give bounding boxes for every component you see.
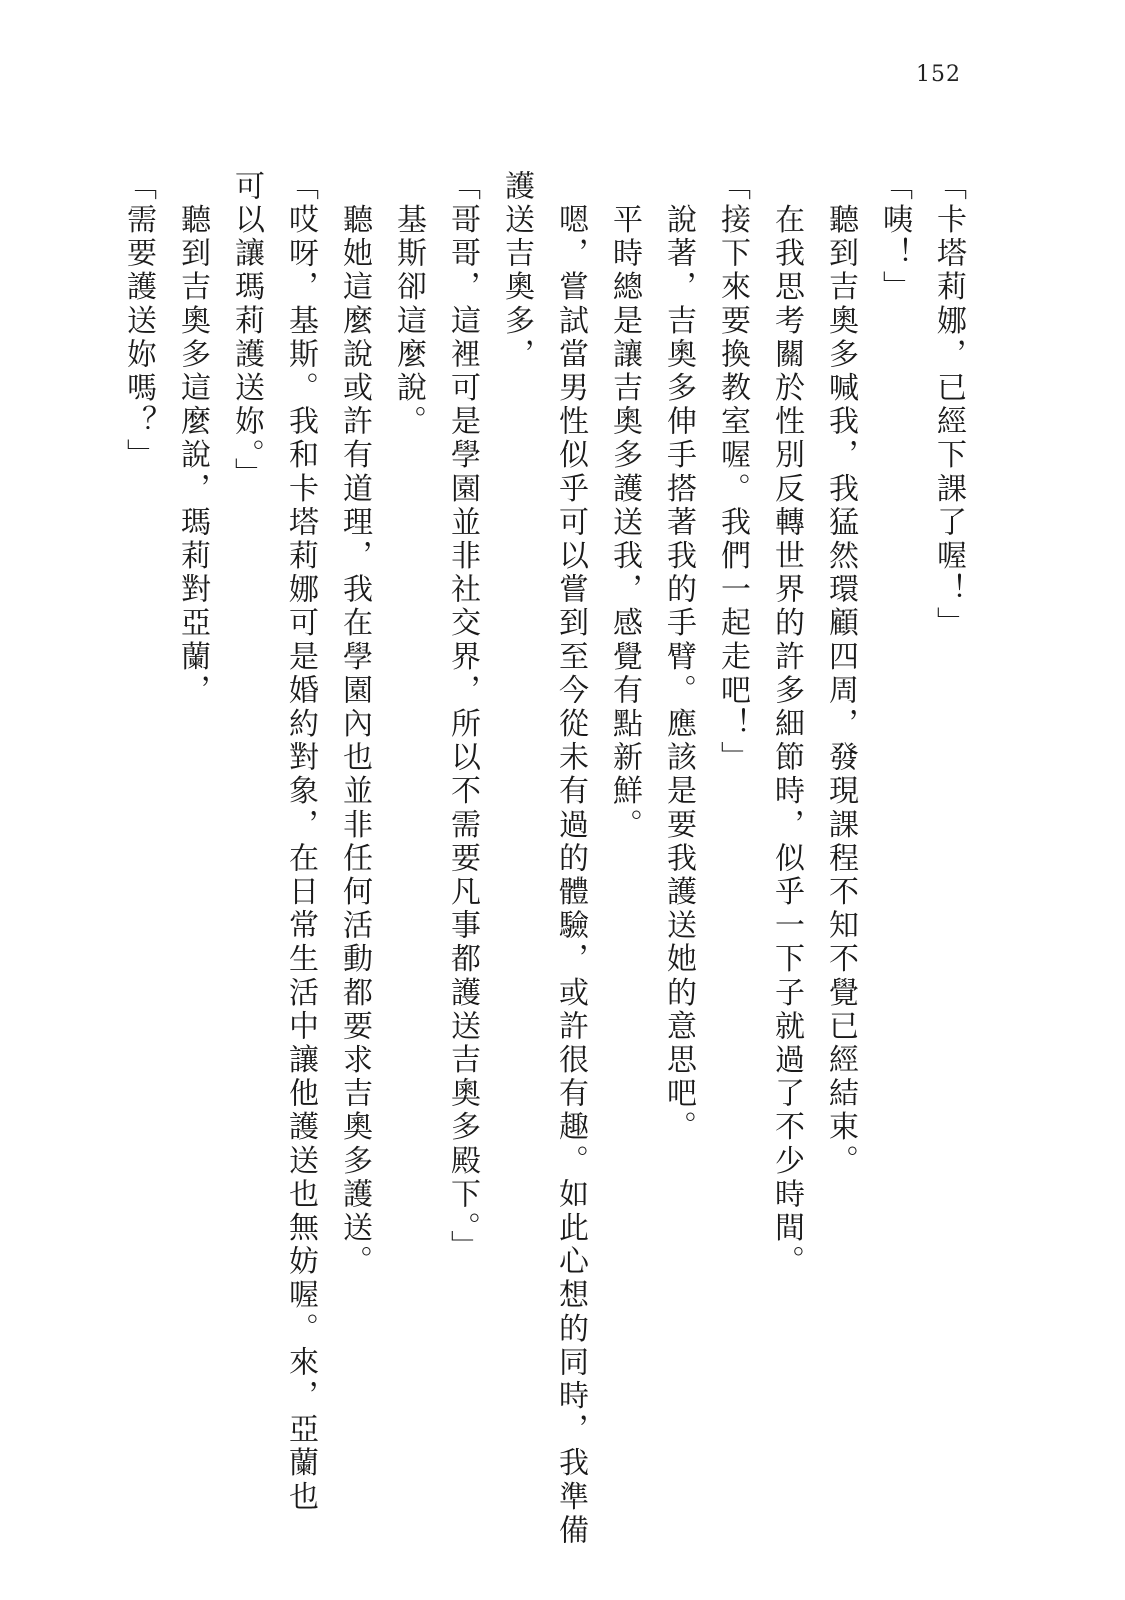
text-line: 說著，吉奧多伸手搭著我的手臂。應該是要我護送她的意思吧。 [661, 170, 696, 1145]
text-line: 「卡塔莉娜，已經下課了喔！」 [931, 170, 966, 641]
text-line: 聽她這麼說或許有道理，我在學園內也並非任何活動都要求吉奧多護送。 [337, 170, 372, 1279]
text-line: 可以讓瑪莉護送妳。」 [229, 170, 264, 491]
text-line: 基斯卻這麼說。 [391, 170, 426, 439]
page-number: 152 [916, 62, 961, 87]
text-line: 「哥哥，這裡可是學園並非社交界，所以不需要凡事都護送吉奧多殿下。」 [445, 170, 480, 1264]
text-line: 聽到吉奧多喊我，我猛然環顧四周，發現課程不知不覺已經結束。 [823, 170, 858, 1178]
text-line: 「哎呀，基斯。我和卡塔莉娜可是婚約對象，在日常生活中讓他護送也無妨喔。來，亞蘭也 [283, 170, 318, 1514]
text-line: 「接下來要換教室喔。我們一起走吧！」 [715, 170, 750, 775]
text-line: 嗯，嘗試當男性似乎可以嘗到至今從未有過的體驗，或許很有趣。如此心想的同時，我準備 [553, 170, 588, 1548]
text-line: 平時總是讓吉奧多護送我，感覺有點新鮮。 [607, 170, 642, 842]
text-line: 「需要護送妳嗎？」 [121, 170, 156, 473]
text-line: 聽到吉奧多這麼說，瑪莉對亞蘭， [175, 170, 210, 708]
vertical-text-body [105, 170, 975, 1548]
text-line: 護送吉奧多， [499, 170, 534, 372]
text-line: 在我思考關於性別反轉世界的許多細節時，似乎一下子就過了不少時間。 [769, 170, 804, 1279]
text-line: 「咦！」 [877, 170, 912, 305]
